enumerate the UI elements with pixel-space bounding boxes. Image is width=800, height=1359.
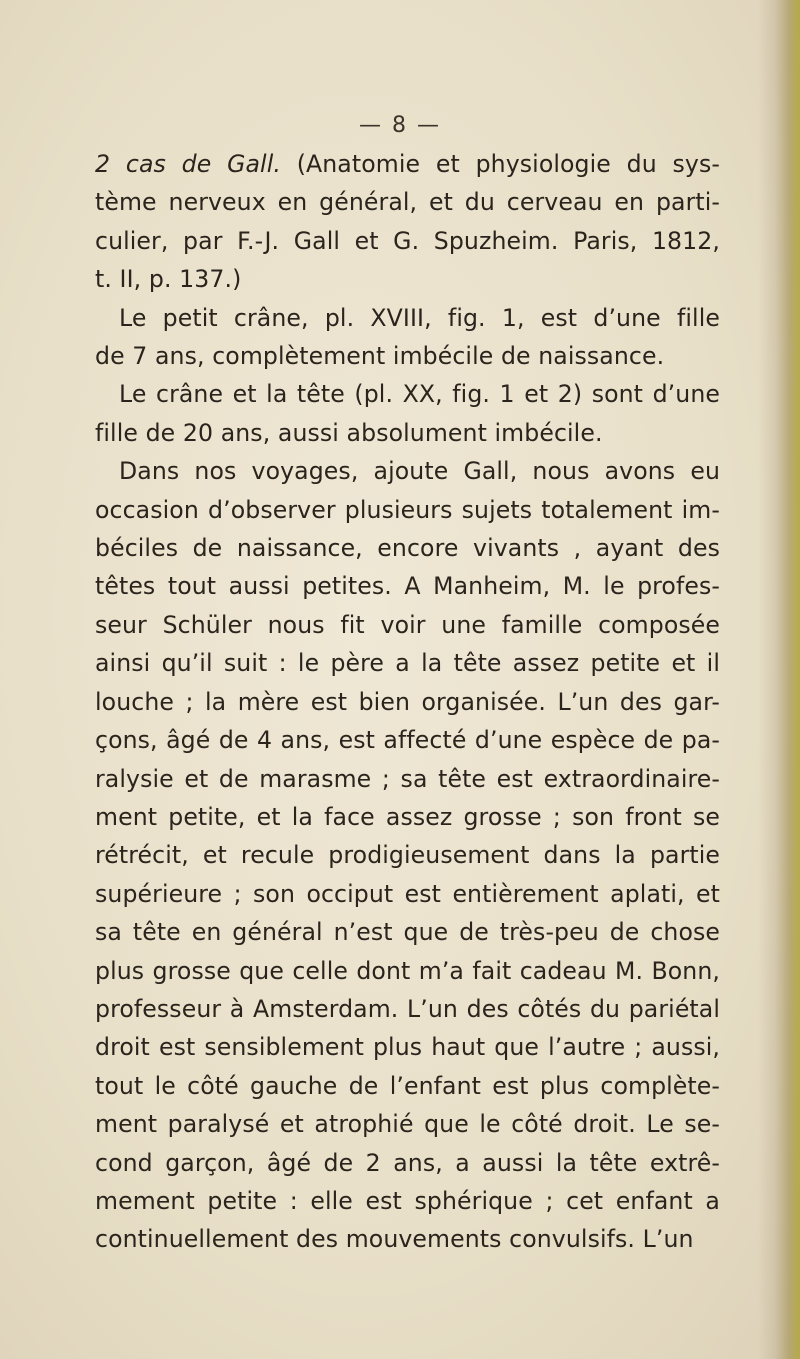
- text-line: [95, 798, 720, 836]
- text-line-content: (Anatomie et physiologie du sys-: [280, 150, 720, 178]
- text-line: [95, 760, 720, 798]
- citation-reference: 2 cas de Gall.: [95, 150, 281, 178]
- text-line-content: de 7 ans, complètement imbécile de naissance.: [95, 342, 665, 371]
- text-line: [95, 222, 720, 260]
- text-line-content: continuellement des mouvements convulsifs. L’un: [95, 1225, 694, 1254]
- text-line: [95, 299, 720, 337]
- text-line: [95, 1144, 720, 1182]
- text-line-content: supérieure ; son occiput est entièrement aplati, et: [95, 879, 720, 908]
- text-line-content: béciles de naissance, encore vivants , ayant des: [95, 534, 720, 563]
- text-line-content: occasion d’observer plusieurs sujets totalement im-: [95, 495, 720, 524]
- text-line-content: ment paralysé et atrophié que le côté droit. Le se-: [95, 1110, 720, 1139]
- text-line: [95, 375, 720, 413]
- page-edge-shadow: [758, 0, 800, 1359]
- page-number-header: — 8 —: [359, 113, 441, 138]
- text-line: [95, 452, 720, 490]
- text-line: [95, 683, 720, 721]
- text-line-content: tème nerveux en général, et du cerveau en parti-: [95, 188, 720, 217]
- text-line: [95, 1067, 720, 1105]
- text-line-content: cond garçon, âgé de 2 ans, a aussi la tête extrê-: [95, 1148, 720, 1177]
- text-line: [95, 491, 720, 529]
- text-line: [95, 1182, 720, 1220]
- text-line: [95, 913, 720, 951]
- text-line-content: Le petit crâne, pl. XVIII, fig. 1, est d’une fille: [119, 303, 720, 332]
- text-line-content: plus grosse que celle dont m’a fait cadeau M. Bonn,: [95, 956, 720, 985]
- text-line-content: mement petite : elle est sphérique ; cet enfant a: [95, 1186, 720, 1215]
- text-line-content: droit est sensiblement plus haut que l’autre ; aussi,: [95, 1033, 720, 1062]
- text-line-content: fille de 20 ans, aussi absolument imbécile.: [95, 418, 603, 447]
- text-line: [95, 529, 720, 567]
- text-line: [95, 990, 720, 1028]
- text-line-content: tout le côté gauche de l’enfant est plus complète-: [95, 1071, 720, 1100]
- text-line: [95, 836, 720, 874]
- text-line: [95, 952, 720, 990]
- text-line-content: seur Schüler nous fit voir une famille composée: [95, 610, 720, 639]
- text-line: [95, 721, 720, 759]
- text-line: [95, 606, 720, 644]
- text-line-content: rétrécit, et recule prodigieusement dans la partie: [95, 841, 720, 870]
- text-line: [95, 644, 720, 682]
- text-line: [95, 1028, 720, 1066]
- text-line-content: ainsi qu’il suit : le père a la tête assez petite et il: [95, 649, 720, 678]
- text-line-content: sa tête en général n’est que de très-peu de chose: [95, 918, 720, 947]
- text-line: [95, 1220, 720, 1258]
- text-line-content: têtes tout aussi petites. A Manheim, M. le profes-: [95, 572, 720, 601]
- text-line: [95, 145, 720, 183]
- text-line-content: Dans nos voyages, ajoute Gall, nous avons eu: [119, 457, 720, 486]
- text-line-content: professeur à Amsterdam. L’un des côtés du pariétal: [95, 994, 720, 1023]
- text-line: [95, 260, 720, 298]
- text-line-content: ment petite, et la face assez grosse ; son front se: [95, 802, 720, 831]
- text-line: [95, 1105, 720, 1143]
- body-text: [95, 145, 720, 1259]
- text-line-content: ralysie et de marasme ; sa tête est extraordinaire-: [95, 764, 720, 793]
- text-line: [95, 183, 720, 221]
- text-line-content: çons, âgé de 4 ans, est affecté d’une espèce de pa-: [95, 726, 720, 755]
- text-line-content: louche ; la mère est bien organisée. L’un des gar-: [95, 687, 720, 716]
- text-line: [95, 414, 720, 452]
- text-line-content: culier, par F.-J. Gall et G. Spuzheim. Paris, 1812,: [95, 226, 720, 255]
- text-line: [95, 875, 720, 913]
- text-line-content: Le crâne et la tête (pl. XX, fig. 1 et 2) sont d’une: [119, 380, 720, 409]
- text-line: [95, 567, 720, 605]
- text-line-content: t. II, p. 137.): [95, 265, 242, 294]
- text-line: [95, 337, 720, 375]
